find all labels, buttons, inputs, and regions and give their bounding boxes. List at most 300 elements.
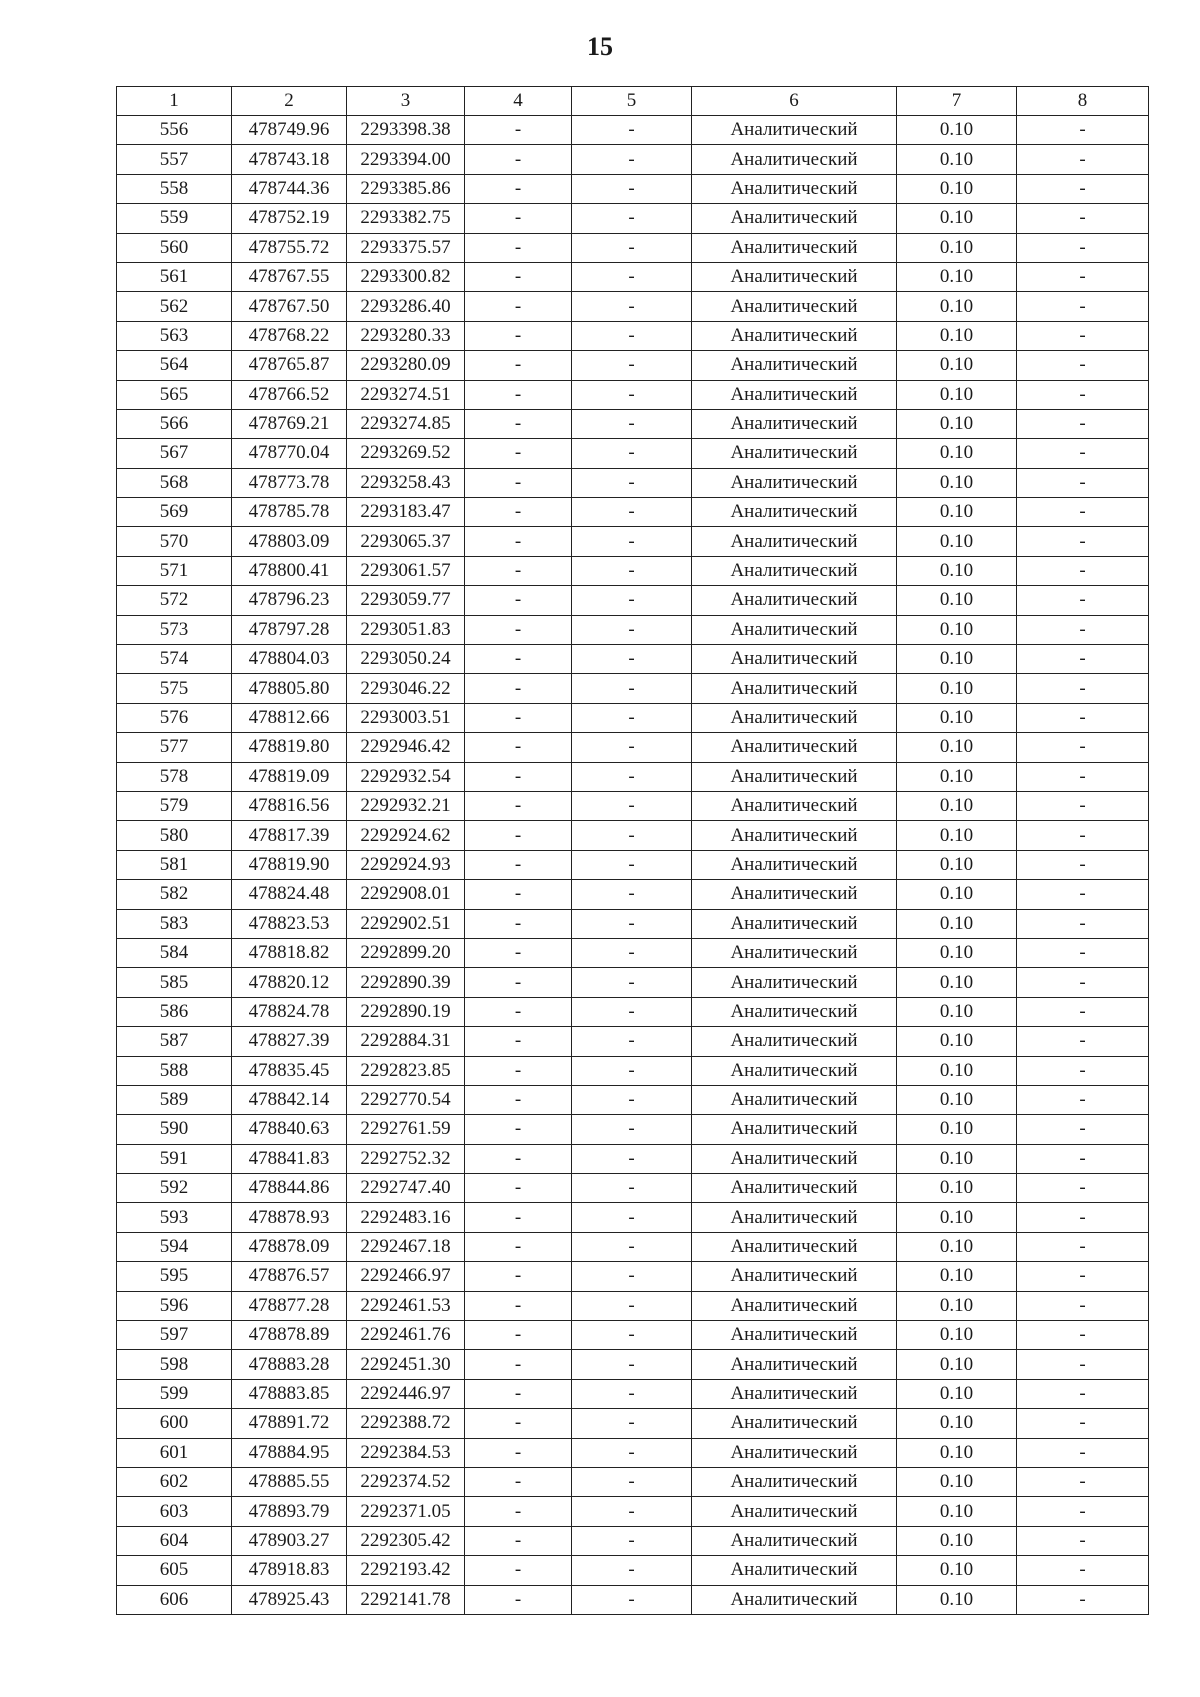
col-4-cell: - <box>465 1115 572 1144</box>
table-row <box>117 292 1149 321</box>
accuracy-cell: 0.10 <box>897 116 1017 145</box>
x-coordinate-cell: 478827.39 <box>232 1027 347 1056</box>
table-row <box>117 1291 1149 1320</box>
table-row <box>117 1262 1149 1291</box>
accuracy-cell: 0.10 <box>897 174 1017 203</box>
method-cell: Аналитический <box>692 116 897 145</box>
col-4-cell: - <box>465 1585 572 1614</box>
col-4-cell: - <box>465 409 572 438</box>
table-row <box>117 1174 1149 1203</box>
col-5-cell: - <box>572 409 692 438</box>
accuracy-cell: 0.10 <box>897 1321 1017 1350</box>
table-row <box>117 1409 1149 1438</box>
col-5-cell: - <box>572 1497 692 1526</box>
col-5-cell: - <box>572 1350 692 1379</box>
col-4-cell: - <box>465 1203 572 1232</box>
col-5-cell: - <box>572 850 692 879</box>
col-4-cell: - <box>465 1174 572 1203</box>
accuracy-cell: 0.10 <box>897 498 1017 527</box>
table-row <box>117 733 1149 762</box>
point-number-cell: 560 <box>117 233 232 262</box>
col-5-cell: - <box>572 233 692 262</box>
table-row <box>117 1350 1149 1379</box>
y-coordinate-cell: 2293274.51 <box>347 380 465 409</box>
table-row <box>117 909 1149 938</box>
col-4-cell: - <box>465 821 572 850</box>
method-cell: Аналитический <box>692 615 897 644</box>
point-number-cell: 590 <box>117 1115 232 1144</box>
y-coordinate-cell: 2293269.52 <box>347 439 465 468</box>
point-number-cell: 589 <box>117 1085 232 1114</box>
col-8-cell: - <box>1017 703 1149 732</box>
point-number-cell: 559 <box>117 204 232 233</box>
col-4-cell: - <box>465 204 572 233</box>
x-coordinate-cell: 478884.95 <box>232 1438 347 1467</box>
method-cell: Аналитический <box>692 262 897 291</box>
y-coordinate-cell: 2292483.16 <box>347 1203 465 1232</box>
col-1-header: 1 <box>117 87 232 116</box>
y-coordinate-cell: 2292467.18 <box>347 1232 465 1261</box>
col-5-cell: - <box>572 498 692 527</box>
method-cell: Аналитический <box>692 1350 897 1379</box>
col-4-cell: - <box>465 968 572 997</box>
table-row <box>117 116 1149 145</box>
coordinates-table <box>116 86 1149 1615</box>
method-cell: Аналитический <box>692 145 897 174</box>
col-8-cell: - <box>1017 380 1149 409</box>
y-coordinate-cell: 2293065.37 <box>347 527 465 556</box>
method-cell: Аналитический <box>692 703 897 732</box>
col-4-cell: - <box>465 262 572 291</box>
table-row <box>117 1585 1149 1614</box>
y-coordinate-cell: 2292884.31 <box>347 1027 465 1056</box>
point-number-cell: 563 <box>117 321 232 350</box>
table-row <box>117 1056 1149 1085</box>
method-cell: Аналитический <box>692 1526 897 1555</box>
col-8-cell: - <box>1017 909 1149 938</box>
x-coordinate-cell: 478818.82 <box>232 938 347 967</box>
col-8-cell: - <box>1017 880 1149 909</box>
col-5-cell: - <box>572 938 692 967</box>
col-8-cell: - <box>1017 645 1149 674</box>
accuracy-cell: 0.10 <box>897 439 1017 468</box>
col-8-cell: - <box>1017 1585 1149 1614</box>
table-row <box>117 1085 1149 1114</box>
col-8-cell: - <box>1017 321 1149 350</box>
method-cell: Аналитический <box>692 468 897 497</box>
point-number-cell: 591 <box>117 1144 232 1173</box>
y-coordinate-cell: 2292946.42 <box>347 733 465 762</box>
table-row <box>117 1438 1149 1467</box>
method-cell: Аналитический <box>692 586 897 615</box>
point-number-cell: 573 <box>117 615 232 644</box>
y-coordinate-cell: 2293061.57 <box>347 556 465 585</box>
col-5-cell: - <box>572 1203 692 1232</box>
method-cell: Аналитический <box>692 1203 897 1232</box>
y-coordinate-cell: 2292446.97 <box>347 1379 465 1408</box>
col-8-cell: - <box>1017 821 1149 850</box>
accuracy-cell: 0.10 <box>897 1350 1017 1379</box>
col-4-cell: - <box>465 997 572 1026</box>
col-7-header: 7 <box>897 87 1017 116</box>
y-coordinate-cell: 2292770.54 <box>347 1085 465 1114</box>
col-4-cell: - <box>465 1350 572 1379</box>
method-cell: Аналитический <box>692 380 897 409</box>
accuracy-cell: 0.10 <box>897 674 1017 703</box>
table-row <box>117 850 1149 879</box>
method-cell: Аналитический <box>692 1585 897 1614</box>
col-5-cell: - <box>572 439 692 468</box>
table-row <box>117 468 1149 497</box>
method-cell: Аналитический <box>692 821 897 850</box>
accuracy-cell: 0.10 <box>897 791 1017 820</box>
col-5-cell: - <box>572 1144 692 1173</box>
method-cell: Аналитический <box>692 733 897 762</box>
accuracy-cell: 0.10 <box>897 1409 1017 1438</box>
x-coordinate-cell: 478816.56 <box>232 791 347 820</box>
y-coordinate-cell: 2293280.09 <box>347 351 465 380</box>
point-number-cell: 566 <box>117 409 232 438</box>
accuracy-cell: 0.10 <box>897 586 1017 615</box>
col-8-cell: - <box>1017 1115 1149 1144</box>
x-coordinate-cell: 478797.28 <box>232 615 347 644</box>
table-row <box>117 880 1149 909</box>
method-cell: Аналитический <box>692 1027 897 1056</box>
table-row <box>117 556 1149 585</box>
table-row <box>117 674 1149 703</box>
accuracy-cell: 0.10 <box>897 1174 1017 1203</box>
y-coordinate-cell: 2293274.85 <box>347 409 465 438</box>
x-coordinate-cell: 478819.09 <box>232 762 347 791</box>
table-row <box>117 645 1149 674</box>
col-8-cell: - <box>1017 1438 1149 1467</box>
accuracy-cell: 0.10 <box>897 880 1017 909</box>
point-number-cell: 595 <box>117 1262 232 1291</box>
table-row <box>117 1115 1149 1144</box>
col-5-cell: - <box>572 145 692 174</box>
col-5-cell: - <box>572 586 692 615</box>
accuracy-cell: 0.10 <box>897 615 1017 644</box>
accuracy-cell: 0.10 <box>897 1056 1017 1085</box>
point-number-cell: 572 <box>117 586 232 615</box>
col-5-cell: - <box>572 615 692 644</box>
y-coordinate-cell: 2292902.51 <box>347 909 465 938</box>
x-coordinate-cell: 478835.45 <box>232 1056 347 1085</box>
x-coordinate-cell: 478877.28 <box>232 1291 347 1320</box>
accuracy-cell: 0.10 <box>897 468 1017 497</box>
point-number-cell: 605 <box>117 1556 232 1585</box>
table-row <box>117 321 1149 350</box>
x-coordinate-cell: 478876.57 <box>232 1262 347 1291</box>
col-5-cell: - <box>572 1585 692 1614</box>
accuracy-cell: 0.10 <box>897 527 1017 556</box>
col-5-cell: - <box>572 1467 692 1496</box>
x-coordinate-cell: 478773.78 <box>232 468 347 497</box>
y-coordinate-cell: 2292761.59 <box>347 1115 465 1144</box>
col-5-cell: - <box>572 703 692 732</box>
col-4-cell: - <box>465 1467 572 1496</box>
point-number-cell: 596 <box>117 1291 232 1320</box>
x-coordinate-cell: 478803.09 <box>232 527 347 556</box>
y-coordinate-cell: 2293300.82 <box>347 262 465 291</box>
col-4-cell: - <box>465 645 572 674</box>
method-cell: Аналитический <box>692 1174 897 1203</box>
col-8-cell: - <box>1017 1232 1149 1261</box>
col-8-cell: - <box>1017 762 1149 791</box>
x-coordinate-cell: 478749.96 <box>232 116 347 145</box>
x-coordinate-cell: 478878.89 <box>232 1321 347 1350</box>
method-cell: Аналитический <box>692 762 897 791</box>
col-4-cell: - <box>465 1321 572 1350</box>
table-row <box>117 1321 1149 1350</box>
method-cell: Аналитический <box>692 791 897 820</box>
point-number-cell: 570 <box>117 527 232 556</box>
accuracy-cell: 0.10 <box>897 262 1017 291</box>
y-coordinate-cell: 2293046.22 <box>347 674 465 703</box>
y-coordinate-cell: 2293051.83 <box>347 615 465 644</box>
col-8-cell: - <box>1017 791 1149 820</box>
col-8-cell: - <box>1017 204 1149 233</box>
accuracy-cell: 0.10 <box>897 1027 1017 1056</box>
col-8-cell: - <box>1017 1174 1149 1203</box>
accuracy-cell: 0.10 <box>897 321 1017 350</box>
point-number-cell: 558 <box>117 174 232 203</box>
method-cell: Аналитический <box>692 1409 897 1438</box>
col-5-cell: - <box>572 1174 692 1203</box>
method-cell: Аналитический <box>692 674 897 703</box>
y-coordinate-cell: 2292932.21 <box>347 791 465 820</box>
table-row <box>117 439 1149 468</box>
col-8-cell: - <box>1017 1409 1149 1438</box>
point-number-cell: 604 <box>117 1526 232 1555</box>
col-4-cell: - <box>465 1027 572 1056</box>
table-row <box>117 615 1149 644</box>
col-4-cell: - <box>465 468 572 497</box>
accuracy-cell: 0.10 <box>897 997 1017 1026</box>
table-body <box>117 87 1149 1615</box>
x-coordinate-cell: 478883.85 <box>232 1379 347 1408</box>
col-5-cell: - <box>572 821 692 850</box>
point-number-cell: 606 <box>117 1585 232 1614</box>
accuracy-cell: 0.10 <box>897 938 1017 967</box>
y-coordinate-cell: 2292823.85 <box>347 1056 465 1085</box>
col-5-cell: - <box>572 733 692 762</box>
col-5-cell: - <box>572 997 692 1026</box>
col-4-cell: - <box>465 351 572 380</box>
method-cell: Аналитический <box>692 909 897 938</box>
col-4-cell: - <box>465 145 572 174</box>
point-number-cell: 579 <box>117 791 232 820</box>
col-4-cell: - <box>465 703 572 732</box>
x-coordinate-cell: 478769.21 <box>232 409 347 438</box>
point-number-cell: 587 <box>117 1027 232 1056</box>
point-number-cell: 594 <box>117 1232 232 1261</box>
accuracy-cell: 0.10 <box>897 233 1017 262</box>
table-row <box>117 821 1149 850</box>
col-8-cell: - <box>1017 733 1149 762</box>
col-5-cell: - <box>572 292 692 321</box>
accuracy-cell: 0.10 <box>897 703 1017 732</box>
col-5-cell: - <box>572 1526 692 1555</box>
accuracy-cell: 0.10 <box>897 1262 1017 1291</box>
page-number: 15 <box>587 32 613 61</box>
table-row <box>117 1027 1149 1056</box>
point-number-cell: 588 <box>117 1056 232 1085</box>
col-5-cell: - <box>572 1262 692 1291</box>
x-coordinate-cell: 478840.63 <box>232 1115 347 1144</box>
y-coordinate-cell: 2293385.86 <box>347 174 465 203</box>
x-coordinate-cell: 478903.27 <box>232 1526 347 1555</box>
y-coordinate-cell: 2292752.32 <box>347 1144 465 1173</box>
y-coordinate-cell: 2293280.33 <box>347 321 465 350</box>
y-coordinate-cell: 2292461.76 <box>347 1321 465 1350</box>
x-coordinate-cell: 478819.90 <box>232 850 347 879</box>
table-row <box>117 968 1149 997</box>
col-8-cell: - <box>1017 1203 1149 1232</box>
col-5-cell: - <box>572 1438 692 1467</box>
point-number-cell: 582 <box>117 880 232 909</box>
col-8-cell: - <box>1017 439 1149 468</box>
y-coordinate-cell: 2292141.78 <box>347 1585 465 1614</box>
table-row <box>117 1203 1149 1232</box>
col-8-cell: - <box>1017 468 1149 497</box>
method-cell: Аналитический <box>692 1262 897 1291</box>
col-5-cell: - <box>572 674 692 703</box>
table-row <box>117 409 1149 438</box>
col-5-header: 5 <box>572 87 692 116</box>
point-number-cell: 576 <box>117 703 232 732</box>
table-row <box>117 997 1149 1026</box>
col-8-cell: - <box>1017 1027 1149 1056</box>
y-coordinate-cell: 2293258.43 <box>347 468 465 497</box>
col-8-cell: - <box>1017 262 1149 291</box>
table-row <box>117 351 1149 380</box>
col-8-cell: - <box>1017 850 1149 879</box>
col-4-cell: - <box>465 674 572 703</box>
col-4-header: 4 <box>465 87 572 116</box>
col-8-cell: - <box>1017 1144 1149 1173</box>
y-coordinate-cell: 2292466.97 <box>347 1262 465 1291</box>
point-number-cell: 600 <box>117 1409 232 1438</box>
method-cell: Аналитический <box>692 1321 897 1350</box>
point-number-cell: 567 <box>117 439 232 468</box>
x-coordinate-cell: 478805.80 <box>232 674 347 703</box>
col-4-cell: - <box>465 909 572 938</box>
y-coordinate-cell: 2292924.62 <box>347 821 465 850</box>
x-coordinate-cell: 478883.28 <box>232 1350 347 1379</box>
y-coordinate-cell: 2293382.75 <box>347 204 465 233</box>
y-coordinate-cell: 2292384.53 <box>347 1438 465 1467</box>
col-5-cell: - <box>572 1232 692 1261</box>
point-number-cell: 581 <box>117 850 232 879</box>
point-number-cell: 593 <box>117 1203 232 1232</box>
col-4-cell: - <box>465 1497 572 1526</box>
col-4-cell: - <box>465 380 572 409</box>
point-number-cell: 586 <box>117 997 232 1026</box>
point-number-cell: 602 <box>117 1467 232 1496</box>
accuracy-cell: 0.10 <box>897 1438 1017 1467</box>
x-coordinate-cell: 478891.72 <box>232 1409 347 1438</box>
method-cell: Аналитический <box>692 233 897 262</box>
col-8-cell: - <box>1017 116 1149 145</box>
table-row <box>117 380 1149 409</box>
x-coordinate-cell: 478824.48 <box>232 880 347 909</box>
col-8-cell: - <box>1017 1291 1149 1320</box>
accuracy-cell: 0.10 <box>897 145 1017 174</box>
col-8-cell: - <box>1017 1262 1149 1291</box>
method-cell: Аналитический <box>692 527 897 556</box>
method-cell: Аналитический <box>692 968 897 997</box>
point-number-cell: 575 <box>117 674 232 703</box>
method-cell: Аналитический <box>692 997 897 1026</box>
point-number-cell: 561 <box>117 262 232 291</box>
col-8-cell: - <box>1017 586 1149 615</box>
method-cell: Аналитический <box>692 1115 897 1144</box>
col-8-cell: - <box>1017 1497 1149 1526</box>
method-cell: Аналитический <box>692 409 897 438</box>
col-8-cell: - <box>1017 1085 1149 1114</box>
y-coordinate-cell: 2293183.47 <box>347 498 465 527</box>
method-cell: Аналитический <box>692 850 897 879</box>
point-number-cell: 568 <box>117 468 232 497</box>
col-5-cell: - <box>572 1321 692 1350</box>
col-5-cell: - <box>572 1027 692 1056</box>
col-8-cell: - <box>1017 968 1149 997</box>
point-number-cell: 569 <box>117 498 232 527</box>
col-4-cell: - <box>465 1056 572 1085</box>
point-number-cell: 592 <box>117 1174 232 1203</box>
accuracy-cell: 0.10 <box>897 1085 1017 1114</box>
y-coordinate-cell: 2292371.05 <box>347 1497 465 1526</box>
method-cell: Аналитический <box>692 880 897 909</box>
accuracy-cell: 0.10 <box>897 1144 1017 1173</box>
col-4-cell: - <box>465 1556 572 1585</box>
table-row <box>117 938 1149 967</box>
accuracy-cell: 0.10 <box>897 850 1017 879</box>
accuracy-cell: 0.10 <box>897 380 1017 409</box>
col-4-cell: - <box>465 1438 572 1467</box>
table-row <box>117 791 1149 820</box>
table-row <box>117 586 1149 615</box>
col-4-cell: - <box>465 615 572 644</box>
col-5-cell: - <box>572 351 692 380</box>
col-8-cell: - <box>1017 938 1149 967</box>
x-coordinate-cell: 478785.78 <box>232 498 347 527</box>
col-4-cell: - <box>465 1379 572 1408</box>
table-row <box>117 1497 1149 1526</box>
point-number-cell: 580 <box>117 821 232 850</box>
col-4-cell: - <box>465 321 572 350</box>
table-row <box>117 703 1149 732</box>
col-4-cell: - <box>465 233 572 262</box>
accuracy-cell: 0.10 <box>897 409 1017 438</box>
accuracy-cell: 0.10 <box>897 1497 1017 1526</box>
y-coordinate-cell: 2292374.52 <box>347 1467 465 1496</box>
col-5-cell: - <box>572 527 692 556</box>
y-coordinate-cell: 2292747.40 <box>347 1174 465 1203</box>
y-coordinate-cell: 2293059.77 <box>347 586 465 615</box>
y-coordinate-cell: 2293398.38 <box>347 116 465 145</box>
point-number-cell: 583 <box>117 909 232 938</box>
col-5-cell: - <box>572 1056 692 1085</box>
x-coordinate-cell: 478925.43 <box>232 1585 347 1614</box>
col-5-cell: - <box>572 321 692 350</box>
point-number-cell: 603 <box>117 1497 232 1526</box>
x-coordinate-cell: 478804.03 <box>232 645 347 674</box>
col-6-header: 6 <box>692 87 897 116</box>
accuracy-cell: 0.10 <box>897 351 1017 380</box>
table-header-row <box>117 87 1149 116</box>
